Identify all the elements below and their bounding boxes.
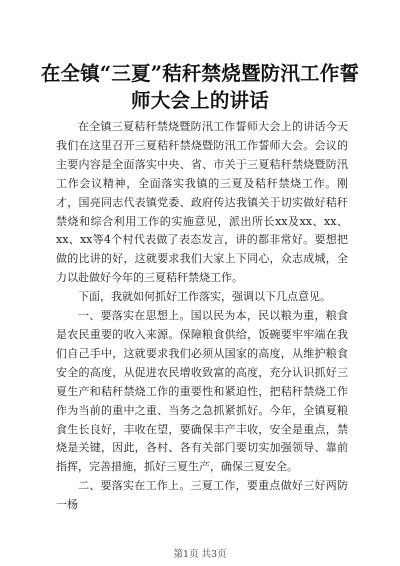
document-title: 在全镇“三夏”秸秆禁烧暨防汛工作誓师大会上的讲话 xyxy=(40,62,360,112)
paragraph: 下面，我就如何抓好工作落实，强调以下几点意见。 xyxy=(78,290,331,304)
document-body xyxy=(56,118,348,515)
paragraph: 二、要落实在工作上。三夏工作，要重点做好三好两防一杨 xyxy=(56,479,348,512)
paragraph: 在全镇三夏秸秆禁烧暨防汛工作誓师大会上的讲话今天我们在这里召开三夏秸秆禁烧暨防汛工作誓师大会。会议的主要内容是全面落实中央、省、市关于三夏秸秆禁烧暨防汛工作会议精神，全面落实我镇的三夏及秸秆禁烧工作。刚才，国亮同志代表镇党委、政府传达我镇关于切实做好秸秆禁烧和综合利用工作的实施意见，派出所长xx及xx、xx、xx、xx等4个村代表做了表态发言，讲的都非常好。要想把做的比讲的好，这就要求我们大家上下同心，众志成城，全力以赴做好今年的三夏秸秆禁烧工作。 xyxy=(56,120,348,285)
page-number-footer: 第1页 共3页 xyxy=(173,549,227,560)
paragraph: 一、要落实在思想上。国以民为本，民以粮为重，粮食是农民重要的收入来源。保障粮食供给，饭碗要牢牢端在我们自己手中，这就要求我们必须从国家的高度，从维护粮食安全的高度，从促进农民增收致富的高度，充分认识抓好三夏生产和秸秆禁烧工作的重要性和紧迫性，把秸秆禁烧工作作为当前的重中之重、当务之急抓紧抓好。今年，全镇夏粮食生长良好，丰收在望，要确保丰产丰收，安全是重点，禁烧是关键，因此，各村、各有关部门要切实加强领导、靠前指挥，完善措施，抓好三夏生产，确保三夏安全。 xyxy=(56,309,348,474)
